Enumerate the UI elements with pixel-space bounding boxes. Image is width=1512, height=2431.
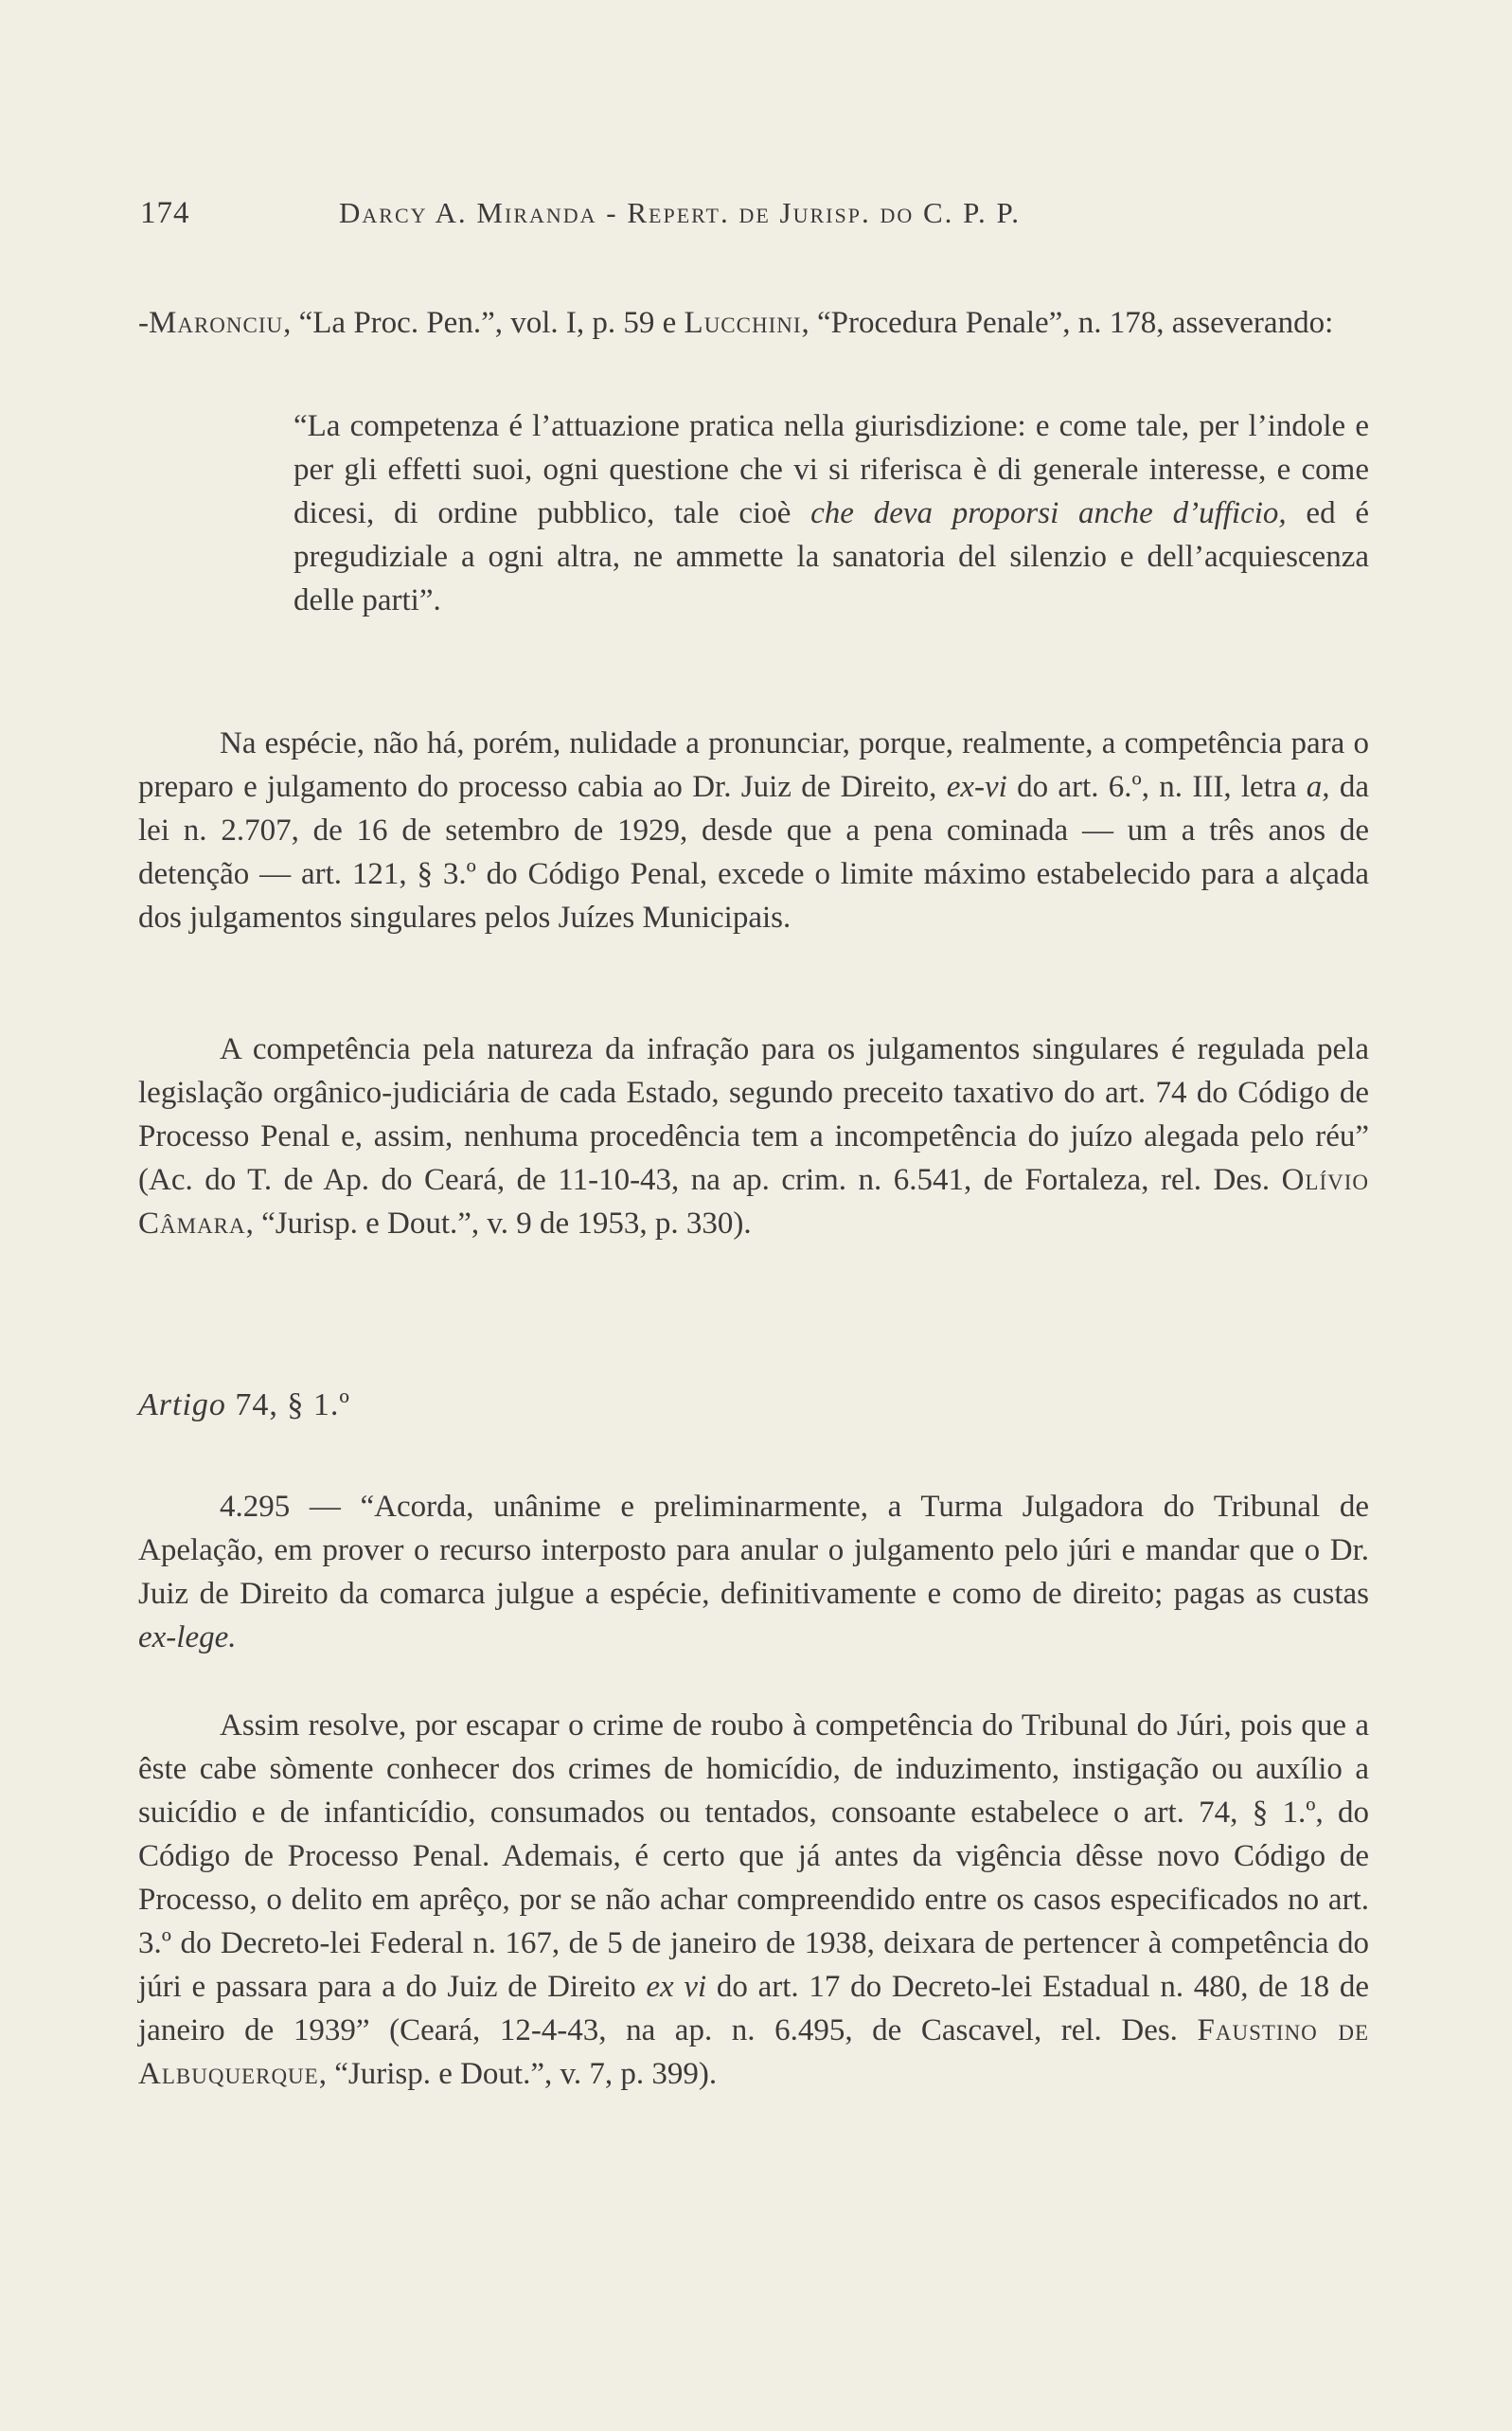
p1-text-c: da lei n. 2.707, de 16 de setembro de 1929, desde que a pena cominada — um a três anos de detenção — art. 121, § 3.º do Código Penal, excede o limite máximo estabelecido para a alçada dos julgamentos singulares pelos Juízes Municipais. xyxy=(138,770,1369,935)
intro-text-c: , “Procedura Penale”, n. 178, asseverando: xyxy=(801,306,1334,340)
author-name: Faustino de Albuquerque xyxy=(138,2013,1370,2091)
p4-italic: ex vi xyxy=(646,1970,707,2004)
author-name: Lucchini xyxy=(684,306,802,340)
paragraph-2 xyxy=(138,1028,1369,1245)
article-heading xyxy=(138,1387,350,1423)
p4-text-a: Assim resolve, por escapar o crime de roubo à competência do Tribunal do Júri, pois que a êste cabe sòmente conhecer dos crimes de homicídio, de induzimento, instigação ou auxílio a suicídio e de infanticídio, consumados ou tentados, consoante estabelece o art. 74, § 1.º, do Código de Processo Penal. Ademais, é certo que já antes da vigência dêsse novo Código de Processo, o delito em aprêço, por se não achar compreendido entre os casos especificados no art. 3.º do Decreto-lei Federal n. 167, de 5 de janeiro de 1938, deixara de pertencer à competência do júri e passara para a do Juiz de Direito xyxy=(138,1708,1369,2004)
intro-text-b: , “La Proc. Pen.”, vol. I, p. 59 e xyxy=(283,306,685,340)
author-name: Olívio Câmara xyxy=(138,1163,1369,1241)
p1-italic-a: ex-vi xyxy=(946,770,1007,804)
p4-text-b: do art. 17 do Decreto-lei Estadual n. 480, de 18 de janeiro de 1939” (Ceará, 12-4-43, na ap. n. 6.495, de Cascavel, rel. Des. xyxy=(138,1970,1370,2047)
p1-italic-b: a, xyxy=(1306,770,1330,804)
p2-text-b: , “Jurisp. e Dout.”, v. 9 de 1953, p. 330). xyxy=(245,1207,752,1241)
article-label: Artigo xyxy=(138,1387,226,1422)
p3-italic: ex-lege. xyxy=(138,1620,237,1654)
p1-text-b: do art. 6.º, n. III, letra xyxy=(1006,770,1307,804)
paragraph-4 xyxy=(138,1704,1369,2096)
intro-paragraph xyxy=(138,301,1369,345)
page-header xyxy=(140,196,1371,231)
p1-text-a: Na espécie, não há, porém, nulidade a pronunciar, porque, realmente, a competência para o preparo e julgamento do processo cabia ao Dr. Juiz de Direito, xyxy=(138,726,1369,804)
quote-italic: che deva proporsi anche d’ufficio, xyxy=(810,496,1287,530)
article-number: 74, § 1.º xyxy=(235,1387,350,1422)
author-name: Maronciu xyxy=(149,306,284,340)
paragraph-3 xyxy=(138,1485,1369,1659)
intro-text-a: - xyxy=(138,306,149,340)
p2-text-a: A competência pela natureza da infração para os julgamentos singulares é regulada pela legislação orgânico-judiciária de cada Estado, segundo preceito taxativo do art. 74 do Código de Processo Penal e, assim, nenhuma procedência tem a incompetência do juízo alegada pelo réu” (Ac. do T. de Ap. do Ceará, de 11-10-43, na ap. crim. n. 6.541, de Fortaleza, rel. Des. xyxy=(138,1032,1369,1197)
entry-number: 4.295 xyxy=(220,1490,291,1524)
p4-text-c: , “Jurisp. e Dout.”, v. 7, p. 399). xyxy=(318,2057,718,2091)
p3-text-a: — “Acorda, unânime e preliminarmente, a Turma Julgadora do Tribunal de Apelação, em prover o recurso interposto para anular o julgamento pelo júri e mandar que o Dr. Juiz de Direito da comarca julgue a espécie, definitivamente e como de direito; pagas as custas xyxy=(138,1490,1369,1611)
paragraph-1 xyxy=(138,722,1369,939)
italian-quotation xyxy=(294,404,1369,622)
page-number: 174 xyxy=(140,196,190,230)
quote-text-a: “La competenza é l’attuazione pratica nella giurisdizione: e come tale, per l’indole e per gli effetti suoi, ogni questione che vi si riferisca è di generale interesse, e come dicesi, di ordine pubblico, tale cioè xyxy=(294,409,1369,530)
quote-text-b: ed é pregudiziale a ogni altra, ne ammette la sanatoria del silenzio e dell’acquiescenza delle parti”. xyxy=(294,496,1369,617)
running-title: Darcy A. Miranda - Repert. de Jurisp. do C. P. P. xyxy=(339,196,1022,229)
